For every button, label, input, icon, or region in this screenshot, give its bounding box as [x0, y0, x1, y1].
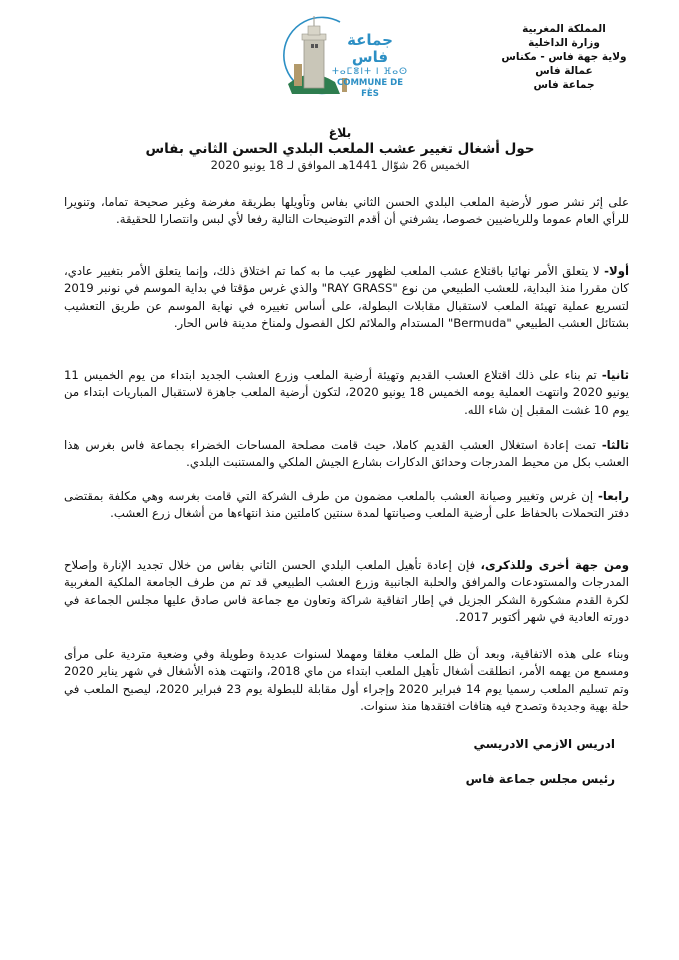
- paragraph-lead: رابعا-: [598, 489, 629, 503]
- paragraph-text: وبناء على هذه الاتفاقية، وبعد أن ظل الملعب مغلقا ومهملا لسنوات عديدة وطويلة وفي وضعية متردية على مرأى ومسمع من يهمه الأمر، انطلقت أشغال تأهيل الملعب ابتداء من ماي 2018، وانتهت هذه الأشغال في شهر يناير 2020 وتم تسليم الملعب رسميا يوم 14 فبراير 2020 وإجراء أول مقابلة للبطولة يوم 23 فبراير 2020، ليصبح الملعب في حلة بهية وجديدة وتصدح فيه هتافات افتقدها منذ سنوات.: [64, 647, 629, 714]
- paragraph-conclusion: [64, 646, 629, 716]
- signatory-name: ادريس الازمي الادريسي: [473, 737, 615, 751]
- communique-subject: حول أشغال تغيير عشب الملعب البلدي الحسن الثاني بفاس: [145, 141, 535, 157]
- logo-arabic-name: جماعة فاس: [347, 31, 393, 66]
- issuer-header: [489, 22, 639, 92]
- logo-wordmark: [330, 32, 410, 100]
- paragraph-first: [64, 263, 629, 333]
- header-line-kingdom: المملكة المغربية: [522, 23, 606, 35]
- paragraph-intro: [64, 194, 629, 229]
- paragraph-lead: ومن جهة أخرى وللذكرى،: [480, 558, 629, 572]
- paragraph-text: إن غرس وتغيير وصيانة العشب بالملعب مضمون من طرف الشركة التي قامت بغرسه وهي مكلفة بمقتضى دفتر التحملات بالحفاظ على أرضية الملعب وصيانتها لمدة سنتين كاملتين منذ انتهاءها من أشغال زرع العشب.: [64, 489, 629, 521]
- paragraph-fourth: [64, 488, 629, 523]
- paragraph-third: [64, 437, 629, 472]
- paragraph-lead: ثالثا-: [601, 438, 629, 452]
- logo-tifinagh-name: ⵜⴰⵎⴻⵏⵜ ⵏ ⴼⴰⵙ: [331, 67, 409, 77]
- paragraph-text: على إثر نشر صور لأرضية الملعب البلدي الحسن الثاني بفاس وتأويلها بطريقة مغرضة وغير صحيحة تماما، وتنويرا للرأي العام عموما وللرياضيين خصوصا، يشرفني أن أقدم التوضيحات التالية رفعا لأي لبس وانتصارا للحقيقة.: [64, 195, 629, 227]
- paragraph-text: لا يتعلق الأمر نهائيا باقتلاع عشب الملعب لظهور عيب ما به كما تم اختلاق ذلك، وإنما يتعلق الأمر بتغيير عادي، كان مقررا منذ البداية، للعشب الطبيعي من نوع "RAY GRASS" والذي غرس مؤقتا في بداية الموسم في نونبر 2019 لتسريع عملية تهيئة الملعب لاستقبال مقابلات البطولة، على أساس تغييره في نهاية الموسم عن طريق التعشيب بشتائل العشب الطبيعي "Bermuda" المستدام والملائم لكل الفصول ولمناخ مدينة فاس الحار.: [64, 264, 629, 331]
- paragraph-lead: أولا-: [604, 264, 629, 278]
- paragraph-text: تمت إعادة استغلال العشب القديم كاملا، حيث قامت مصلحة المساحات الخضراء بجماعة فاس بغرس هذا العشب بكل من محيط المدرجات وحدائق الدكارات بشارع الجيش الملكي والمستنبت البلدي.: [64, 438, 629, 470]
- communique-title: بلاغ: [328, 125, 352, 140]
- paragraph-text: فإن إعادة تأهيل الملعب البلدي الحسن الثاني بفاس من خلال تجديد الإنارة وإصلاح المدرجات والمستودعات والمرافق والحلبة الجانبية وزرع العشب الطبيعي قد تم من طرف الجامعة الملكية المغربية لكرة القدم مشكورة الشكر الجزيل في إطار اتفاقية شراكة وتعاون مع جماعة فاس صادق عليها مجلس الجماعة في دورته العادية في شهر أكتوبر 2017.: [64, 558, 629, 625]
- header-line-ministry: وزارة الداخلية: [528, 37, 600, 49]
- header-line-wilaya: ولاية جهة فاس - مكناس: [501, 51, 627, 63]
- logo-latin-name: COMMUNE DE FÈS: [336, 78, 404, 99]
- header-line-commune: جماعة فاس: [533, 79, 595, 91]
- paragraph-reminder: [64, 557, 629, 627]
- signatory-role: رئيس مجلس جماعة فاس: [465, 772, 615, 786]
- communique-date: الخميس 26 شوّال 1441هـ الموافق لـ 18 يونيو 2020: [210, 158, 470, 172]
- paragraph-lead: ثانيا-: [601, 368, 629, 382]
- communique-title-block: [100, 125, 580, 173]
- paragraph-text: تم بناء على ذلك اقتلاع العشب القديم وتهيئة أرضية الملعب وزرع العشب الجديد ابتداء من يوم الخميس 11 يونيو 2020 وانتهت العملية يومه الخميس 18 يونيو 2020، لتكون أرضية الملعب جاهزة لاستقبال المباريات ابتداء من يوم 10 غشت المقبل إن شاء الله.: [64, 368, 629, 417]
- paragraph-second: [64, 367, 629, 419]
- header-line-prefecture: عمالة فاس: [535, 65, 593, 77]
- commune-de-fes-logo: [280, 14, 420, 98]
